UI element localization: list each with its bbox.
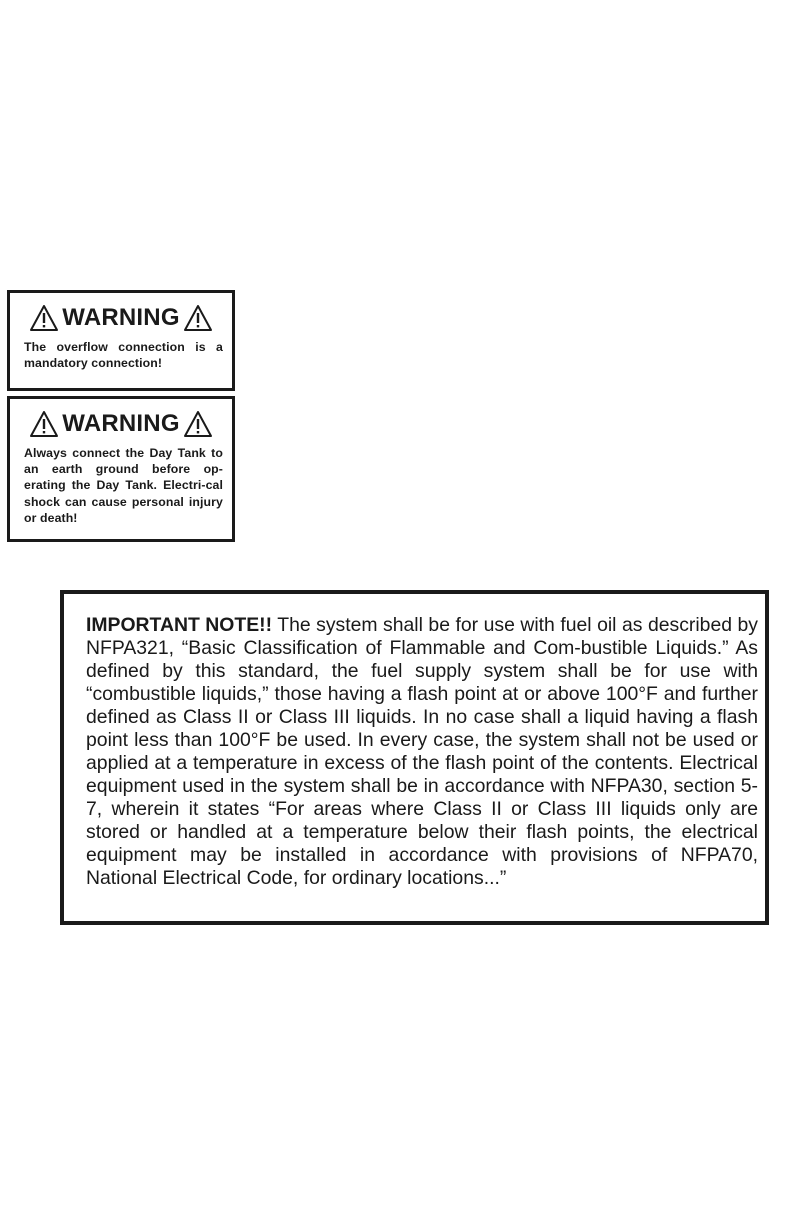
warning-text: Always connect the Day Tank to an earth ground before op-erating the Day Tank. Electri-cal shock can cause personal injury or death! xyxy=(24,446,223,525)
warning-text: The overflow connection is a mandatory connection! xyxy=(24,340,223,371)
important-note-label: IMPORTANT NOTE!! xyxy=(86,614,273,636)
important-note-text: The system shall be for use with fuel oil as described by NFPA321, “Basic Classification of Flammable and Com-bustible Liquids.” As defined by this standard, the fuel supply system shall be for use with “combustible liquids,” those having a flash point at or above 100°F and further defined as Class II or Class III liquids. In no case shall a liquid having a flash point less than 100°F be used. In every case, the system shall not be used or applied at a temperature in excess of the flash point of the contents. Electrical equipment used in the system shall be in accordance with NFPA30, section 5-7, wherein it states “For areas where Class II or Class III liquids only are stored or handled at a temperature below their flash points, the electrical equipment may be installed in accordance with provisions of NFPA70, National Electrical Code, for ordinary locations...” xyxy=(86,614,758,889)
warning-label-ground xyxy=(7,396,235,542)
caution-triangle-icon xyxy=(183,410,213,438)
caution-triangle-icon xyxy=(29,410,59,438)
caution-triangle-icon xyxy=(183,304,213,332)
warning-header xyxy=(10,303,232,333)
warning-header xyxy=(10,409,232,439)
warning-title: WARNING xyxy=(62,304,180,331)
important-note-box xyxy=(60,590,769,925)
caution-triangle-icon xyxy=(29,304,59,332)
important-note-paragraph xyxy=(86,614,758,890)
warning-label-overflow xyxy=(7,290,235,391)
warning-title: WARNING xyxy=(62,410,180,437)
